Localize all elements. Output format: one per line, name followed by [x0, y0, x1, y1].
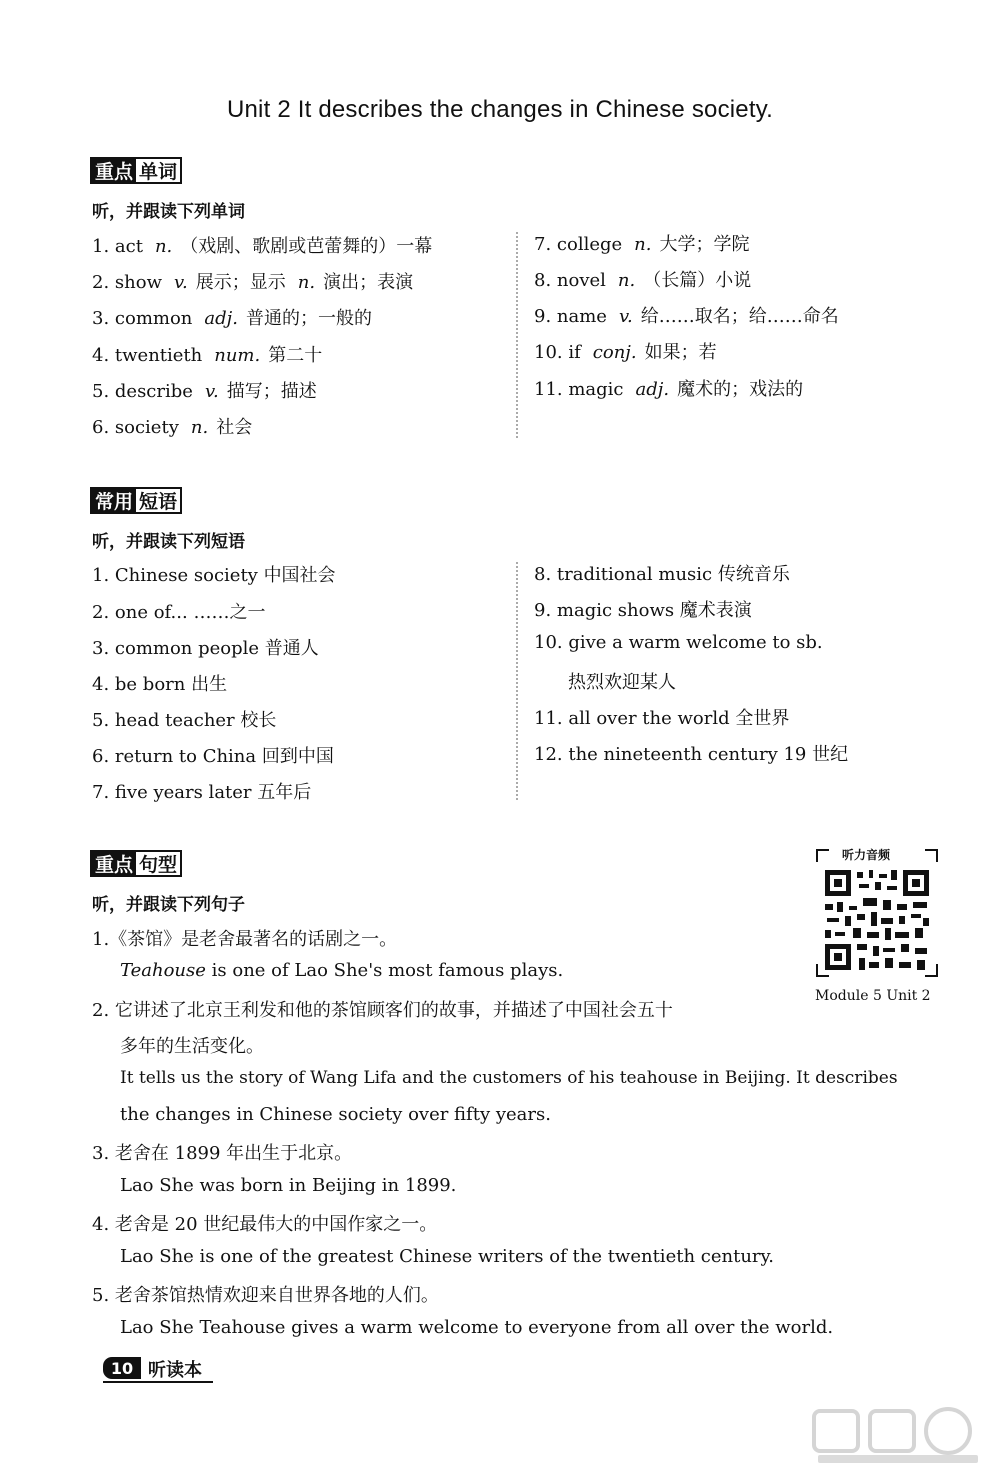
phrase-item: 12. the nineteenth century 19 世纪	[534, 744, 849, 765]
sentence-chinese: 1.《茶馆》是老舍最著名的话剧之一。	[92, 929, 398, 950]
vocab-item: 6. society n. 社会	[92, 417, 253, 438]
badge-dark-text: 重点	[92, 852, 136, 875]
column-divider	[516, 232, 518, 438]
sentence-chinese: 4. 老舍是 20 世纪最伟大的中国作家之一。	[92, 1214, 438, 1235]
phrase-item: 3. common people 普通人	[92, 638, 319, 659]
sentence-chinese: 5. 老舍茶馆热情欢迎来自世界各地的人们。	[92, 1285, 439, 1306]
italic-title: Teahouse	[120, 960, 206, 981]
badge-light-text: 单词	[136, 159, 180, 182]
phrases-instruction: 听，并跟读下列短语	[92, 532, 245, 552]
badge-dark-text: 常用	[92, 489, 136, 512]
footer-label: 听读本	[148, 1360, 202, 1381]
sentence-chinese: 2. 它讲述了北京王利发和他的茶馆顾客们的故事，并描述了中国社会五十	[92, 1000, 673, 1021]
phrase-item: 8. traditional music 传统音乐	[534, 564, 790, 585]
vocab-item: 11. magic adj. 魔术的；戏法的	[534, 379, 804, 400]
qr-code-frame	[815, 848, 939, 978]
vocab-item: 1. act n. （戏剧、歌剧或芭蕾舞的）一幕	[92, 236, 433, 257]
vocab-instruction: 听，并跟读下列单词	[92, 202, 245, 222]
sentence-english: Lao She is one of the greatest Chinese writers of the twentieth century.	[120, 1246, 775, 1267]
vocab-item: 10. if conj. 如果；若	[534, 342, 717, 363]
sentence-chinese: 多年的生活变化。	[120, 1036, 264, 1057]
phrase-item: 4. be born 出生	[92, 674, 228, 695]
vocab-item: 8. novel n. （长篇）小说	[534, 270, 752, 291]
watermark-logo	[808, 1405, 988, 1465]
qr-code-icon[interactable]	[823, 868, 931, 972]
qr-caption: Module 5 Unit 2	[815, 988, 931, 1004]
unit-title: Unit 2 It describes the changes in Chinese society.	[226, 96, 774, 123]
sentence-english: Teahouse is one of Lao She's most famous plays.	[120, 960, 564, 981]
phrase-item: 9. magic shows 魔术表演	[534, 600, 752, 621]
phrase-item: 2. one of... ……之一	[92, 602, 266, 623]
badge-dark-text: 重点	[92, 159, 136, 182]
phrase-item: 10. give a warm welcome to sb.	[534, 632, 823, 653]
sentence-english: the changes in Chinese society over fifty years.	[120, 1104, 551, 1125]
vocab-item: 7. college n. 大学；学院	[534, 234, 750, 255]
qr-label: 听力音频	[838, 846, 894, 863]
footer-rule	[103, 1381, 213, 1383]
badge-light-text: 句型	[136, 852, 180, 875]
section-badge-phrases	[90, 487, 182, 514]
phrase-item: 热烈欢迎某人	[568, 672, 676, 693]
badge-light-text: 短语	[136, 489, 180, 512]
section-badge-sentences	[90, 850, 182, 877]
phrase-item: 6. return to China 回到中国	[92, 746, 334, 767]
phrase-item: 7. five years later 五年后	[92, 782, 312, 803]
sentence-chinese: 3. 老舍在 1899 年出生于北京。	[92, 1143, 353, 1164]
phrase-item: 11. all over the world 全世界	[534, 708, 790, 729]
section-badge-vocab	[90, 157, 182, 184]
vocab-item: 3. common adj. 普通的；一般的	[92, 308, 372, 329]
vocab-item: 5. describe v. 描写；描述	[92, 381, 317, 402]
phrase-item: 1. Chinese society 中国社会	[92, 565, 336, 586]
sentences-instruction: 听，并跟读下列句子	[92, 895, 245, 915]
vocab-item: 9. name v. 给……取名；给……命名	[534, 306, 839, 327]
vocab-item: 4. twentieth num. 第二十	[92, 345, 323, 366]
sentence-english: Lao She was born in Beijing in 1899.	[120, 1175, 457, 1196]
column-divider	[516, 562, 518, 800]
sentence-english: Lao She Teahouse gives a warm welcome to everyone from all over the world.	[120, 1317, 834, 1338]
phrase-item: 5. head teacher 校长	[92, 710, 277, 731]
vocab-item: 2. show v. 展示；显示 n. 演出；表演	[92, 272, 414, 293]
page-number: 10	[103, 1357, 141, 1379]
sentence-english: It tells us the story of Wang Lifa and the customers of his teahouse in Beijing. It describes	[120, 1068, 898, 1088]
